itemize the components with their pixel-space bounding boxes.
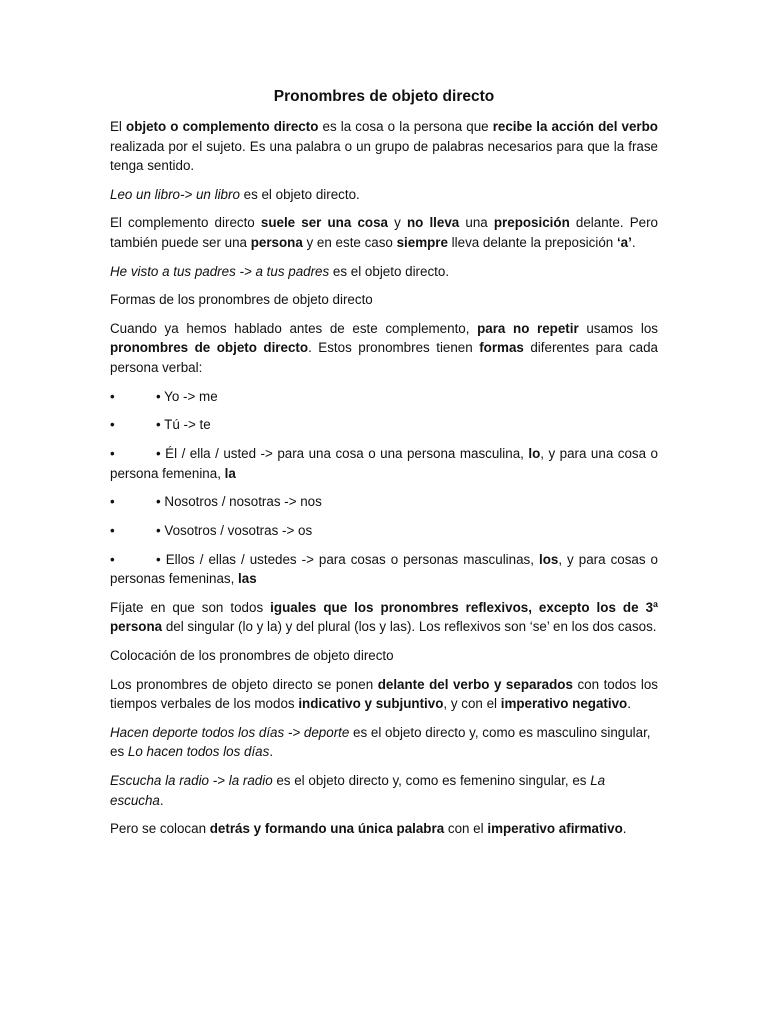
text: . bbox=[159, 792, 164, 808]
text: Fíjate en que son todos bbox=[110, 599, 271, 615]
text: . bbox=[631, 234, 636, 250]
bullet-marker: • bbox=[110, 494, 115, 510]
text: y bbox=[387, 215, 407, 231]
paragraph-reflexive-note bbox=[110, 598, 658, 637]
text: realizada por el sujeto. Es una palabra o un grupo de palabras necesarios para que la frase tenga sentido. bbox=[110, 138, 658, 173]
text: con el bbox=[444, 821, 488, 837]
text: . bbox=[627, 696, 631, 712]
paragraph-definition bbox=[110, 117, 658, 176]
text: usamos los bbox=[578, 320, 658, 336]
paragraph-preposition bbox=[110, 213, 658, 252]
list-item-text: • Ellos / ellas / ustedes -> para cosas o personas masculinas, bbox=[156, 551, 539, 567]
document-title: Pronombres de objeto directo bbox=[273, 88, 495, 105]
list-item-text: • Tú -> te bbox=[156, 417, 211, 433]
bullet-marker: • bbox=[110, 522, 115, 538]
text: Pero se colocan bbox=[110, 821, 210, 837]
text: Los pronombres de objeto directo se ponen bbox=[110, 676, 378, 692]
paragraph-forms bbox=[110, 319, 658, 378]
text: . Estos pronombres tienen bbox=[308, 340, 480, 356]
bold-text: pronombres de objeto directo bbox=[110, 340, 309, 356]
section-heading-formas: Formas de los pronombres de objeto directo bbox=[110, 292, 373, 308]
bullet-marker: • bbox=[110, 417, 115, 433]
italic-text: Escucha la radio -> la radio bbox=[110, 773, 273, 788]
list-item bbox=[110, 444, 658, 483]
bold-text: las bbox=[238, 571, 257, 587]
bold-text: formas bbox=[479, 340, 524, 356]
text: es el objeto directo y, como es femenino singular, es bbox=[272, 773, 591, 788]
bold-text: persona bbox=[250, 234, 303, 250]
paragraph-placement bbox=[110, 675, 658, 714]
italic-text: Hacen deporte todos los días -> deporte bbox=[110, 724, 350, 740]
italic-text: He visto a tus padres -> a tus padres bbox=[110, 263, 330, 279]
bold-text: no lleva bbox=[406, 215, 460, 231]
text: diferentes para cada persona verbal: bbox=[110, 340, 658, 375]
text: una bbox=[459, 215, 494, 231]
text: Cuando ya hemos hablado antes de este complemento, bbox=[110, 320, 478, 336]
bold-text: para no repetir bbox=[477, 320, 579, 336]
bold-text: lo bbox=[528, 446, 541, 461]
bold-text: indicativo y subjuntivo bbox=[298, 696, 444, 712]
list-item-text: • Nosotros / nosotras -> nos bbox=[156, 494, 322, 510]
bold-text: delante del verbo y separados bbox=[377, 676, 573, 692]
bullet-marker: • bbox=[110, 551, 115, 567]
list-item-text: • Él / ella / usted -> para una cosa o una persona masculina, bbox=[156, 446, 529, 461]
text: delante. Pero también puede ser una bbox=[110, 215, 658, 250]
text: es el objeto directo. bbox=[239, 186, 360, 202]
text: y en este caso bbox=[302, 234, 397, 250]
list-item bbox=[110, 521, 658, 541]
list-item-text: • Yo -> me bbox=[156, 388, 218, 404]
text: del singular (lo y la) y del plural (los y las). Los reflexivos son ‘se’ en los dos casos. bbox=[162, 619, 657, 635]
text: es el objeto directo y, como es masculino singular, es bbox=[110, 724, 651, 760]
bold-text: imperativo negativo bbox=[500, 696, 628, 712]
text: , y con el bbox=[443, 696, 501, 712]
bold-text: ‘a’ bbox=[616, 234, 632, 250]
bold-text: detrás y formando una única palabra bbox=[209, 821, 445, 837]
text: es el objeto directo. bbox=[329, 263, 450, 279]
bullet-marker: • bbox=[110, 446, 115, 461]
text: con todos los tiempos verbales de los modos bbox=[110, 676, 658, 712]
italic-text: La escucha bbox=[110, 773, 606, 808]
example-3 bbox=[110, 723, 658, 762]
section-heading-colocacion: Colocación de los pronombres de objeto directo bbox=[110, 647, 394, 663]
bold-text: suele ser una cosa bbox=[260, 215, 388, 231]
italic-text: Lo hacen todos los días bbox=[127, 744, 270, 760]
text: El complemento directo bbox=[110, 215, 261, 231]
text: lleva delante la preposición bbox=[447, 234, 617, 250]
bold-text: preposición bbox=[493, 215, 570, 231]
list-item-text: , y para cosas o personas femeninas, bbox=[110, 551, 658, 587]
list-item-text: • Vosotros / vosotras -> os bbox=[156, 522, 313, 538]
example-1 bbox=[110, 185, 658, 205]
list-item bbox=[110, 387, 658, 407]
text: es la cosa o la persona que bbox=[318, 119, 493, 134]
bold-text: la bbox=[224, 465, 236, 481]
list-item bbox=[110, 415, 658, 435]
text: El bbox=[110, 119, 127, 134]
bold-text: iguales que los pronombres reflexivos, excepto los de 3ª persona bbox=[110, 599, 658, 635]
bold-text: siempre bbox=[396, 234, 448, 250]
bold-text: los bbox=[538, 551, 559, 567]
list-item-text: , y para una cosa o persona femenina, bbox=[110, 446, 658, 481]
example-4 bbox=[110, 771, 658, 810]
bold-text: objeto o complemento directo bbox=[126, 119, 319, 134]
bold-text: recibe la acción del verbo bbox=[492, 119, 658, 134]
list-item bbox=[110, 492, 658, 512]
italic-text: Leo un libro-> un libro bbox=[110, 186, 240, 202]
list-item bbox=[110, 550, 658, 589]
text: . bbox=[269, 744, 274, 760]
bullet-marker: • bbox=[110, 388, 115, 404]
bold-text: imperativo afirmativo bbox=[487, 821, 623, 837]
example-2 bbox=[110, 262, 658, 282]
paragraph-affirmative-imperative bbox=[110, 819, 658, 839]
text: . bbox=[622, 821, 627, 837]
